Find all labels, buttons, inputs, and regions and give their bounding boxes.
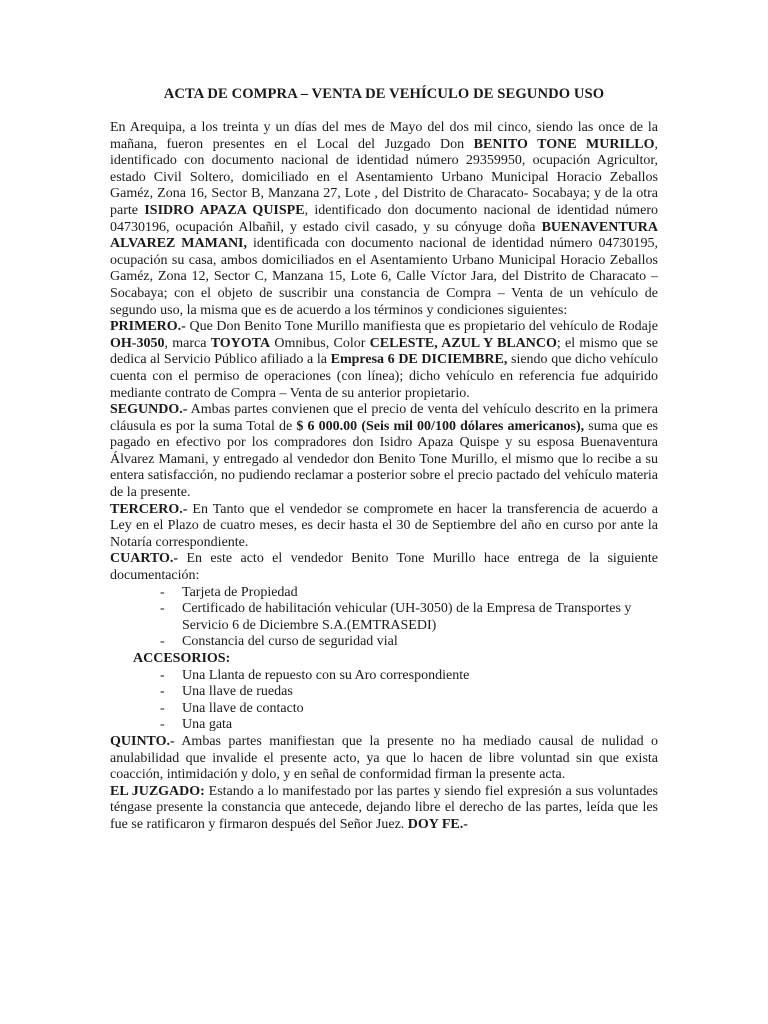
clause-segundo-text-2: suma que es pagado en efectivo por los compradores don Isidro Apaza Quispe y su esposa Buenaventura Álvarez Mamani, y entregado al vendedor don Benito Tone Murillo, el mismo que lo recibe a su entera satisfacción, no pudiendo reclamar a posterior sobre el precio pactado del vehículo materia de la presente. xyxy=(110,418,658,501)
doy-fe: DOY FE.- xyxy=(407,816,468,832)
buyer-name: ISIDRO APAZA QUISPE xyxy=(144,202,305,218)
clause-primero-text-1: Que Don Benito Tone Murillo manifiesta que es propietario del vehículo de Rodaje xyxy=(185,319,658,335)
vehicle-plate: OH-3050 xyxy=(110,335,165,351)
document-body xyxy=(110,120,658,834)
accesorios-heading: ACCESORIOS: xyxy=(133,651,231,666)
clause-cuarto-label: CUARTO.- xyxy=(110,551,179,567)
clause-quinto-label: QUINTO.- xyxy=(110,733,175,749)
document-title: ACTA DE COMPRA – VENTA DE VEHÍCULO DE SEGUNDO USO xyxy=(163,86,605,102)
clause-segundo-label: SEGUNDO.- xyxy=(110,402,188,418)
clause-quinto xyxy=(110,734,658,784)
vehicle-color: CELESTE, AZUL Y BLANCO xyxy=(369,335,557,351)
list-item: - Tarjeta de Propiedad xyxy=(160,585,658,602)
vehicle-brand: TOYOTA xyxy=(210,335,271,351)
clause-tercero xyxy=(110,502,658,552)
clause-primero-label: PRIMERO.- xyxy=(110,319,186,335)
seller-name: BENITO TONE MURILLO xyxy=(473,136,655,152)
clause-tercero-label: TERCERO.- xyxy=(110,501,188,517)
intro-text-1: En Arequipa, a los treinta y un días del mes de Mayo del dos mil cinco, siendo las once de la mañana, fueron presentes en el Local del Juzgado Don xyxy=(110,120,658,152)
intro-text-4: identificada con documento nacional de identidad número 04730195, ocupación su casa, ambos domiciliados en el Asentamiento Urbano Municipal Horacio Zeballos Gaméz, Zona 12, Sector C, Manzana 15, Lote 6, Calle Víctor Jara, del Distrito de Characato – Socabaya; con el objeto de suscribir una constancia de Compra – Venta de un vehículo de segundo uso, la misma que es de acuerdo a los términos y condiciones siguientes: xyxy=(110,236,658,318)
list-item: - Certificado de habilitación vehicular (UH-3050) de la Empresa de Transportes y Servicio 6 de Diciembre S.A.(EMTRASEDI) xyxy=(160,601,658,634)
list-item: - Una Llanta de repuesto con su Aro correspondiente xyxy=(160,668,658,685)
clause-cuarto xyxy=(110,551,658,584)
clause-segundo xyxy=(110,402,658,502)
documentation-list xyxy=(110,585,658,651)
juzgado-text: Estando a lo manifestado por las partes y siendo fiel expresión a sus voluntades téngase presente la constancia que antecede, dejando libre el derecho de las partes, leída que les fue se ratificaron y firmaron después del Señor Juez. xyxy=(110,783,659,832)
clause-primero-text-5: siendo que dicho vehículo cuenta con el permiso de operaciones (con línea); dicho vehículo en referencia fue adquirido mediante contrato de Compra – Venta de su anterior propietario. xyxy=(110,352,658,401)
sale-price: $ 6 000.00 (Seis mil 00/100 dólares americanos), xyxy=(296,418,585,434)
clause-tercero-text: En Tanto que el vendedor se compromete en hacer la transferencia de acuerdo a Ley en el Plazo de cuatro meses, es decir hasta el 30 de Septiembre del año en curso por ante la Notaría correspondiente. xyxy=(110,501,658,550)
list-item: - Una gata xyxy=(160,717,658,734)
juzgado-paragraph xyxy=(110,784,658,834)
clause-segundo-text-1: Ambas partes convienen que el precio de venta del vehículo descrito en la primera cláusula es por la suma Total de xyxy=(110,402,658,434)
accessories-list xyxy=(110,668,658,734)
intro-text-3: , identificado don documento nacional de identidad número 04730196, ocupación Albañil, y estado civil casado, y su cónyuge doña xyxy=(110,202,658,235)
clause-cuarto-text: En este acto el vendedor Benito Tone Murillo hace entrega de la siguiente documentación: xyxy=(110,551,658,584)
intro-text-2: , identificado con documento nacional de identidad número 29359950, ocupación Agricultor, estado Civil Soltero, domiciliado en el Asentamiento Urbano Municipal Horacio Zeballos Gaméz, Zona 16, Sector B, Manzana 27, Lote , del Distrito de Characato- Socabaya; y de la otra parte xyxy=(110,136,659,218)
clause-primero-text-2: , marca xyxy=(164,335,211,351)
list-item: - Constancia del curso de seguridad vial xyxy=(160,634,658,651)
juzgado-label: EL JUZGADO: xyxy=(110,783,205,799)
clause-primero-text-4: ; el mismo que se dedica al Servicio Público afiliado a la xyxy=(110,335,658,368)
clause-primero xyxy=(110,319,658,402)
list-item: - Una llave de contacto xyxy=(160,701,658,718)
clause-primero-text-3: Omnibus, Color xyxy=(270,335,370,351)
spouse-name: BUENAVENTURA ALVAREZ MAMANI, xyxy=(110,219,658,252)
clause-quinto-text: Ambas partes manifiestan que la presente no ha mediado causal de nulidad o anulabilidad que invalide el presente acto, ya que lo hacen de libre voluntad sin que exista coacción, intimidación y dolo, y en señal de conformidad firman la presente acta. xyxy=(110,733,658,783)
list-item: - Una llave de ruedas xyxy=(160,684,658,701)
company-name: Empresa 6 DE DICIEMBRE, xyxy=(330,352,508,368)
intro-paragraph xyxy=(110,120,658,319)
